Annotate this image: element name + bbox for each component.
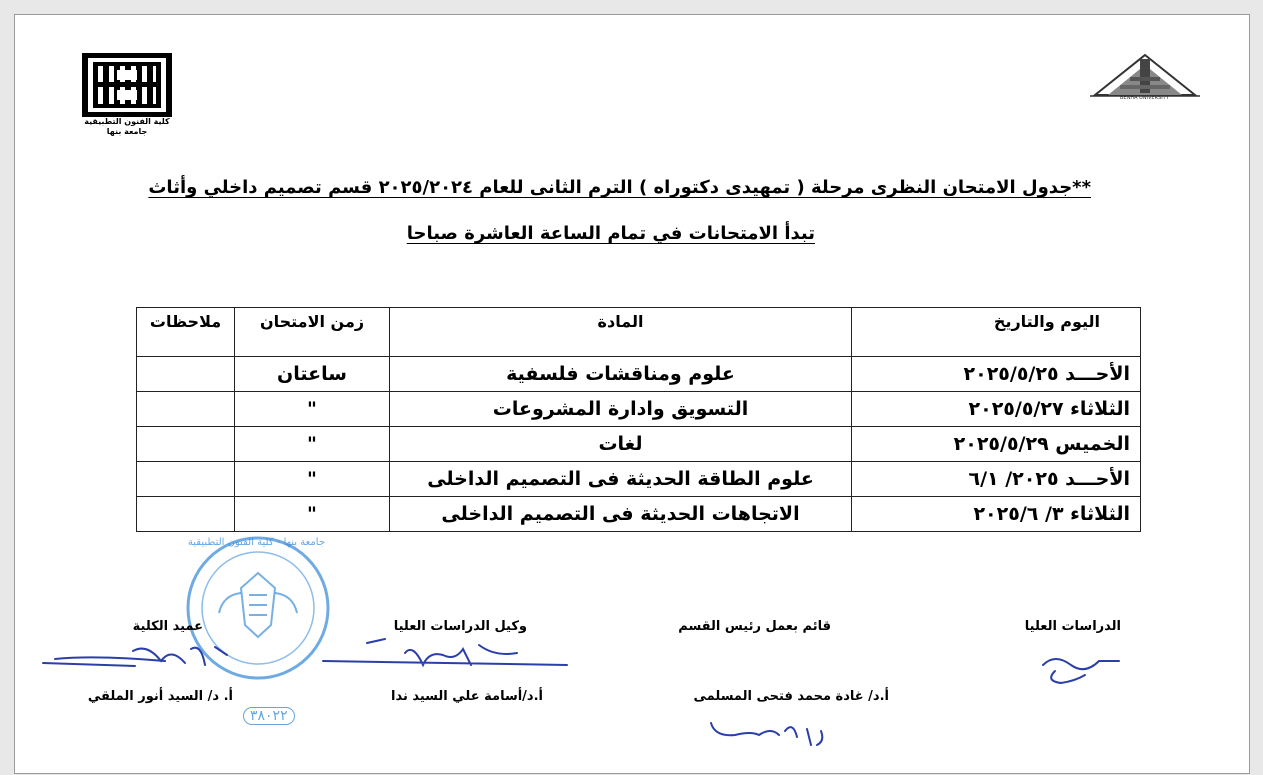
table-row	[137, 497, 1141, 532]
row-duration: "	[235, 497, 390, 532]
dept-head-name: أ.د/ غادة محمد فتحى المسلمى	[693, 689, 889, 704]
row-duration: "	[235, 427, 390, 462]
page-title: **جدول الامتحان النظرى مرحلة ( تمهيدى دكتوراه ) الترم الثانى للعام ٢٠٢٥/٢٠٢٤ قسم تصميم داخلي وأثاث	[148, 177, 1091, 198]
table-row	[137, 357, 1141, 392]
row-date: الثلاثاء ٣/ ٢٠٢٥/٦	[852, 497, 1141, 532]
row-duration: "	[235, 392, 390, 427]
column-header-time: زمن الامتحان	[235, 308, 390, 357]
document-page	[14, 14, 1250, 774]
row-subject: الاتجاهات الحديثة فى التصميم الداخلى	[390, 497, 852, 532]
row-subject: علوم ومناقشات فلسفية	[390, 357, 852, 392]
column-header-notes: ملاحظات	[137, 308, 235, 357]
row-date: الخميس ٢٠٢٥/٥/٢٩	[852, 427, 1141, 462]
dept-head-title: قائم بعمل رئيس القسم	[678, 619, 831, 634]
grad-studies-title: الدراسات العليا	[1024, 619, 1121, 634]
stamp-seal	[183, 533, 333, 683]
stamp-text: جامعة بنها - كلية الفنون التطبيقية	[187, 537, 325, 548]
table-header-row	[137, 308, 1141, 357]
row-notes	[137, 357, 235, 392]
row-notes	[137, 497, 235, 532]
row-subject: التسويق وادارة المشروعات	[390, 392, 852, 427]
university-logo	[1090, 51, 1200, 103]
row-duration: "	[235, 462, 390, 497]
row-notes	[137, 427, 235, 462]
row-notes	[137, 392, 235, 427]
university-name: جامعة بنها	[106, 127, 148, 136]
university-logo-caption: BENHA UNIVERSITY	[1120, 95, 1169, 101]
row-subject: علوم الطاقة الحديثة فى التصميم الداخلى	[390, 462, 852, 497]
official-stamp	[183, 533, 333, 683]
page-subtitle: تبدأ الامتحانات في تمام الساعة العاشرة صباحا	[406, 223, 815, 244]
row-date: الأحـــد ٢٠٢٥/٥/٢٥	[852, 357, 1141, 392]
dean-title: عميد الكلية	[132, 619, 203, 634]
table-row	[137, 392, 1141, 427]
table-row	[137, 462, 1141, 497]
exam-schedule-table	[136, 307, 1141, 532]
dean-name: أ. د/ السيد أنور الملقي	[87, 689, 233, 704]
vice-dean-signature	[323, 639, 567, 665]
faculty-logo	[80, 51, 180, 137]
column-header-date: اليوم والتاريخ	[852, 308, 1141, 357]
faculty-name: كلية الفنون التطبيقية	[84, 117, 170, 126]
university-logo-mark	[1090, 51, 1200, 99]
row-date: الثلاثاء ٢٠٢٥/٥/٢٧	[852, 392, 1141, 427]
table-row	[137, 427, 1141, 462]
vice-dean-title: وكيل الدراسات العليا	[393, 619, 527, 634]
column-header-subject: المادة	[390, 308, 852, 357]
vice-dean-name: أ.د/أسامة علي السيد ندا	[390, 689, 543, 704]
row-date: الأحـــد ٢٠٢٥/ ٦/١	[852, 462, 1141, 497]
row-duration: ساعتان	[235, 357, 390, 392]
dept-head-signature	[711, 723, 822, 745]
row-notes	[137, 462, 235, 497]
row-subject: لغات	[390, 427, 852, 462]
grad-studies-signature	[1043, 659, 1119, 683]
stamp-number: ٣٨٠٢٢	[243, 707, 295, 725]
